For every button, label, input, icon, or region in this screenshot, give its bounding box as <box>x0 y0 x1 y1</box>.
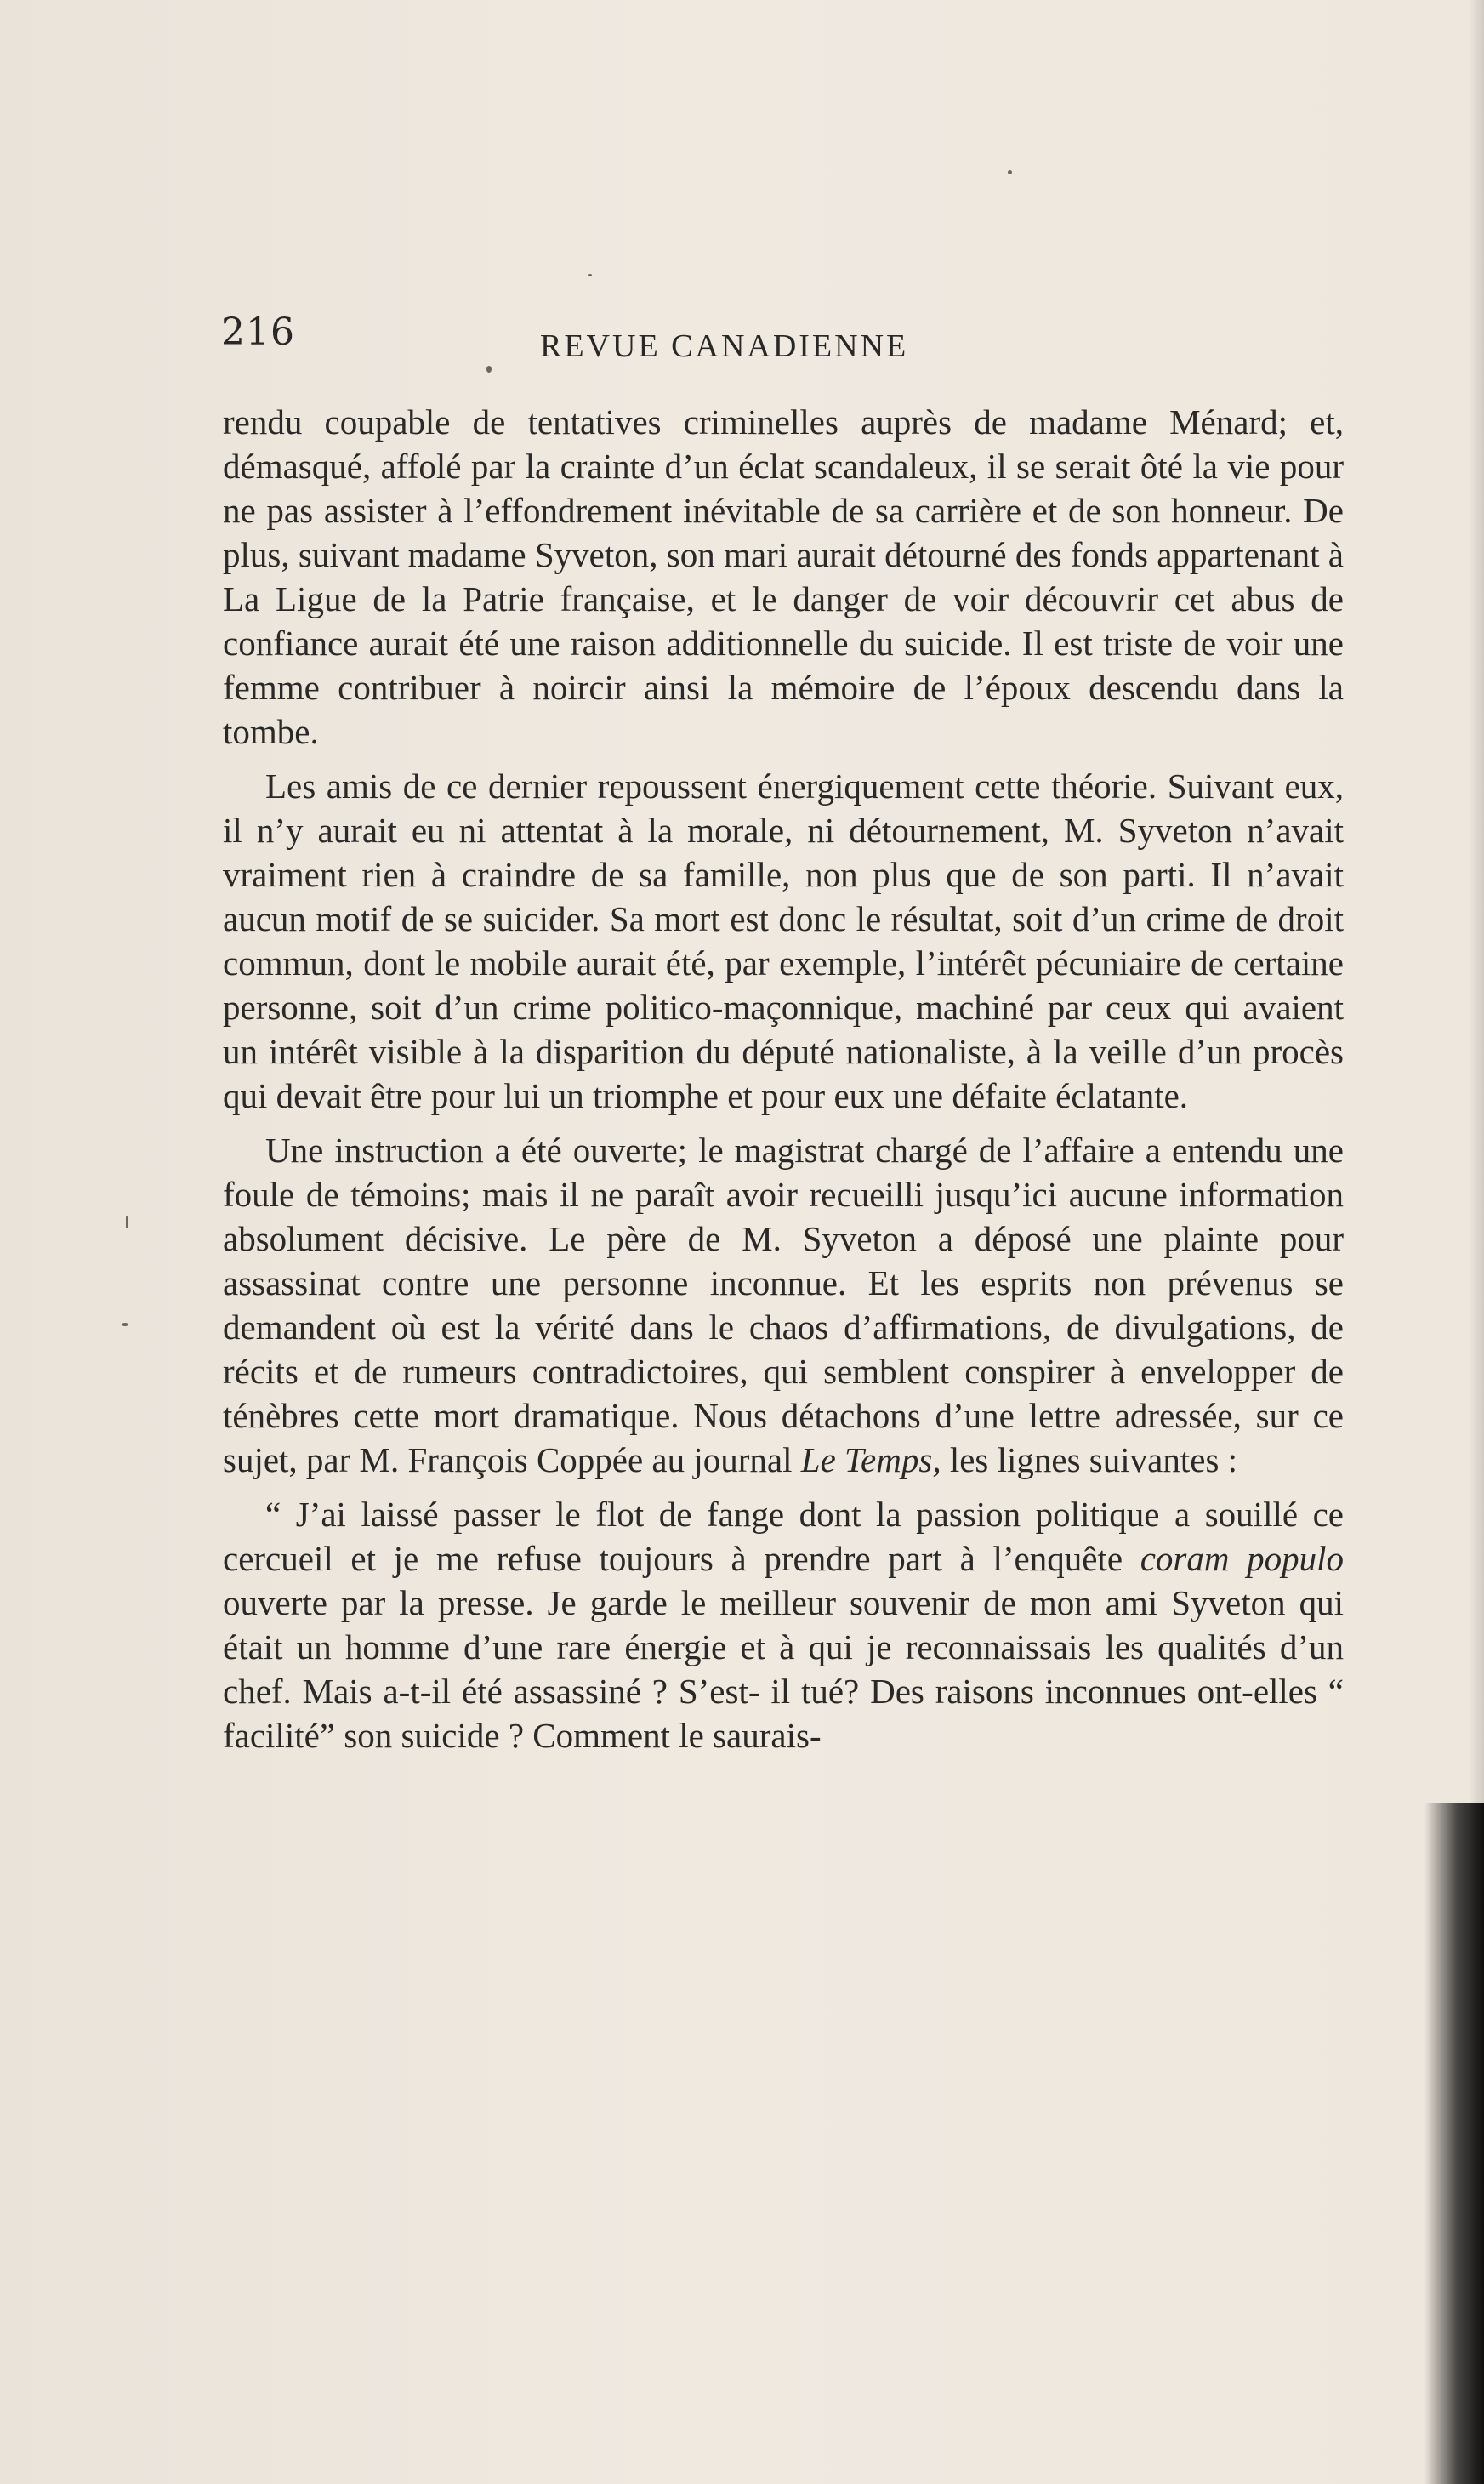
latin-phrase: coram populo <box>1140 1539 1345 1578</box>
quotation-paragraph <box>223 1492 1344 1758</box>
paragraph-3-end: les lignes suivantes : <box>941 1440 1238 1479</box>
running-header <box>221 310 1344 370</box>
paragraph-3 <box>223 1128 1344 1482</box>
paper-speck <box>126 1216 128 1228</box>
quotation-text: “ J’ai laissé passer le flot de fange dont la passion politique a souillé ce cercueil et je me refuse toujours à prendre part à l’enquête <box>223 1495 1344 1578</box>
paragraph-3-text: Une instruction a été ouverte; le magistrat chargé de l’affaire a entendu une foule de témoins; mais il ne paraît avoir recueilli jusqu’ici aucune information absolument décisive. Le père de M. Syveton a déposé une plainte pour assassinat contre une personne inconnue. Et les esprits non prévenus se demandent où est la vérité dans le chaos d’affirmations, de divulgations, de récits et de rumeurs contradictoires, qui semblent conspirer à envelopper de ténèbres cette mort dramatique. Nous détachons d’une lettre adressée, sur ce sujet, par M. François Coppée au journal <box>223 1131 1344 1479</box>
paragraph-2: Les amis de ce dernier repoussent énergiquement cette théorie. Suivant eux, il n’y aurait eu ni attentat à la morale, ni détournement, M. Syveton n’avait vraiment rien à craindre de sa famille, non plus que de son parti. Il n’avait aucun motif de se suicider. Sa mort est donc le résultat, soit d’un crime de droit commun, dont le mobile aurait été, par exemple, l’intérêt pécuniaire de certaine personne, soit d’un crime politico-maçonnique, machiné par ceux qui avaient un intérêt visible à la disparition du député nationaliste, à la veille d’un procès qui devait être pour lui un triomphe et pour eux une défaite éclatante. <box>223 766 1344 1115</box>
page-number: 216 <box>221 310 295 354</box>
paragraph-1: rendu coupable de tentatives criminelles auprès de madame Ménard; et, démasqué, affolé par la crainte d’un éclat scandaleux, il se serait ôté la vie pour ne pas assister à l’effondrement inévitable de sa carrière et de son honneur. De plus, suivant madame Syveton, son mari aurait détourné des fonds appartenant à La Ligue de la Patrie française, et le danger de voir découvrir cet abus de confiance aurait été une raison additionnelle du suicide. Il est triste de voir une femme contribuer à noircir ainsi la mémoire de l’époux descendu dans la tombe. <box>223 402 1344 751</box>
body-text <box>223 400 1344 1768</box>
binding-shadow <box>1424 1803 1484 2484</box>
running-title: REVUE CANADIENNE <box>540 328 909 364</box>
paper-speck <box>1008 170 1012 174</box>
quotation-text-end: ouverte par la presse. Je garde le meilleur souvenir de mon ami Syveton qui était un homme d’une rare énergie et à qui je reconnaissais les qualités d’un chef. Mais a-t-il été assassiné ? S’est- il tué? Des raisons inconnues ont-elles “ facilité” son suicide ? Comment le saurais- <box>223 1583 1344 1755</box>
paper-speck <box>122 1323 128 1326</box>
paper-speck <box>588 274 592 276</box>
journal-title: Le Temps, <box>800 1440 941 1479</box>
